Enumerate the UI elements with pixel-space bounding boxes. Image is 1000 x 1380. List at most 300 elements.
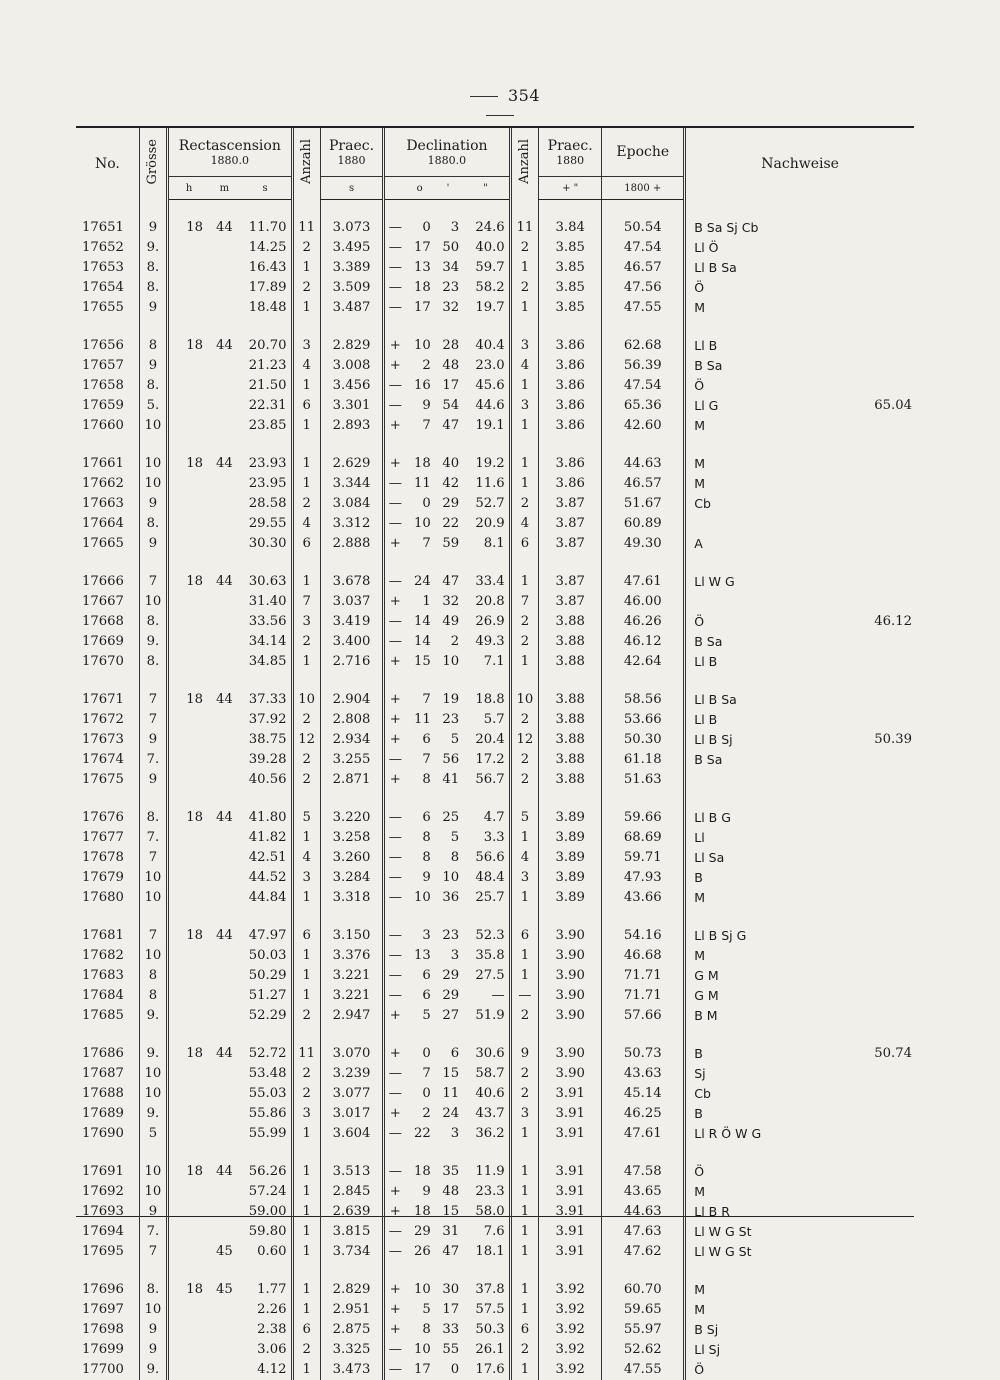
decl-degrees: 5 [405, 1006, 433, 1026]
decl-precession: 3.87 [539, 494, 602, 514]
ra-count: 12 [292, 730, 320, 750]
epoch: 47.61 [602, 1124, 685, 1144]
ra-precession: 3.389 [320, 258, 383, 278]
star-number: 17678 [76, 848, 139, 868]
epoch: 43.65 [602, 1182, 685, 1202]
ra-hours [168, 356, 209, 376]
group-spacer [76, 790, 914, 808]
magnitude: 8. [139, 612, 167, 632]
ra-minutes: 44 [209, 336, 240, 356]
table-row [76, 1280, 914, 1300]
decl-seconds: 49.3 [462, 632, 510, 652]
decl-seconds: 58.2 [462, 278, 510, 298]
table-row [76, 1006, 914, 1026]
magnitude: 9. [139, 238, 167, 258]
ra-hours [168, 1222, 209, 1242]
decl-precession: 3.91 [539, 1124, 602, 1144]
group-spacer [76, 436, 914, 454]
magnitude: 10 [139, 1064, 167, 1084]
decl-seconds: 8.1 [462, 534, 510, 554]
table-row [76, 572, 914, 592]
decl-minutes: 50 [434, 238, 462, 258]
header-ra-h: h [168, 177, 209, 200]
references: Ö [685, 278, 836, 298]
magnitude: 10 [139, 1182, 167, 1202]
decl-precession: 3.85 [539, 258, 602, 278]
references: Cb [685, 1084, 836, 1104]
ra-hours [168, 986, 209, 1006]
extra-epoch [835, 1064, 914, 1084]
star-number: 17684 [76, 986, 139, 1006]
extra-epoch [835, 592, 914, 612]
decl-sign: — [384, 1124, 406, 1144]
decl-minutes: 23 [434, 278, 462, 298]
header-groesse: Grösse [139, 128, 167, 200]
decl-precession: 3.88 [539, 652, 602, 672]
decl-seconds: 33.4 [462, 572, 510, 592]
epoch: 47.56 [602, 278, 685, 298]
decl-precession: 3.88 [539, 690, 602, 710]
table-row [76, 966, 914, 986]
header-praec-unit: s [320, 177, 383, 200]
extra-epoch [835, 946, 914, 966]
table-row [76, 494, 914, 514]
decl-sign: + [384, 336, 406, 356]
magnitude: 9 [139, 730, 167, 750]
ra-count: 7 [292, 592, 320, 612]
decl-degrees: 9 [405, 868, 433, 888]
table-row [76, 1162, 914, 1182]
ra-seconds: 20.70 [240, 336, 292, 356]
decl-minutes: 17 [434, 376, 462, 396]
decl-precession: 3.92 [539, 1360, 602, 1380]
extra-epoch [835, 1242, 914, 1262]
magnitude: 10 [139, 1162, 167, 1182]
epoch: 46.00 [602, 592, 685, 612]
epoch: 42.60 [602, 416, 685, 436]
decl-degrees: 6 [405, 986, 433, 1006]
decl-sign: — [384, 1340, 406, 1360]
ra-count: 5 [292, 808, 320, 828]
decl-count: 1 [510, 572, 538, 592]
ra-precession: 2.951 [320, 1300, 383, 1320]
ra-hours: 18 [168, 1162, 209, 1182]
epoch: 46.12 [602, 632, 685, 652]
decl-degrees: 18 [405, 454, 433, 474]
magnitude: 9. [139, 1104, 167, 1124]
ra-seconds: 42.51 [240, 848, 292, 868]
epoch: 46.57 [602, 258, 685, 278]
table-row [76, 690, 914, 710]
decl-minutes: 29 [434, 494, 462, 514]
magnitude: 10 [139, 946, 167, 966]
decl-seconds: 23.3 [462, 1182, 510, 1202]
ra-count: 1 [292, 1242, 320, 1262]
decl-seconds: 4.7 [462, 808, 510, 828]
table-row [76, 1182, 914, 1202]
decl-degrees: 3 [405, 926, 433, 946]
ra-minutes [209, 1340, 240, 1360]
ra-seconds: 2.38 [240, 1320, 292, 1340]
decl-sign: — [384, 946, 406, 966]
ra-seconds: 1.77 [240, 1280, 292, 1300]
extra-epoch [835, 828, 914, 848]
decl-count: 7 [510, 592, 538, 612]
decl-seconds: 36.2 [462, 1124, 510, 1144]
decl-sign: — [384, 1064, 406, 1084]
star-number: 17675 [76, 770, 139, 790]
ra-minutes [209, 278, 240, 298]
extra-epoch [835, 416, 914, 436]
ra-count: 1 [292, 1222, 320, 1242]
ra-count: 1 [292, 966, 320, 986]
extra-epoch [835, 710, 914, 730]
ra-hours [168, 416, 209, 436]
decl-seconds: 50.3 [462, 1320, 510, 1340]
decl-minutes: 10 [434, 652, 462, 672]
ra-hours [168, 1104, 209, 1124]
ra-seconds: 59.80 [240, 1222, 292, 1242]
ra-precession: 3.017 [320, 1104, 383, 1124]
extra-epoch [835, 454, 914, 474]
ra-minutes [209, 494, 240, 514]
decl-count: 2 [510, 1064, 538, 1084]
decl-sign: — [384, 1222, 406, 1242]
decl-seconds: 11.6 [462, 474, 510, 494]
decl-degrees: 6 [405, 730, 433, 750]
magnitude: 7. [139, 1222, 167, 1242]
references: Ll B [685, 652, 836, 672]
decl-sign: — [384, 572, 406, 592]
decl-degrees: 8 [405, 1320, 433, 1340]
table-row [76, 416, 914, 436]
decl-minutes: 6 [434, 1044, 462, 1064]
extra-epoch [835, 690, 914, 710]
ra-count: 10 [292, 690, 320, 710]
decl-count: 1 [510, 1162, 538, 1182]
decl-seconds: 25.7 [462, 888, 510, 908]
ra-minutes: 44 [209, 1162, 240, 1182]
star-number: 17698 [76, 1320, 139, 1340]
decl-minutes: 56 [434, 750, 462, 770]
decl-degrees: 29 [405, 1222, 433, 1242]
table-row [76, 1300, 914, 1320]
ra-hours [168, 1242, 209, 1262]
ra-hours: 18 [168, 218, 209, 238]
decl-sign: + [384, 710, 406, 730]
ra-minutes [209, 1300, 240, 1320]
decl-degrees: 8 [405, 770, 433, 790]
ra-hours [168, 750, 209, 770]
decl-minutes: 47 [434, 1242, 462, 1262]
decl-seconds: 20.4 [462, 730, 510, 750]
decl-count: 11 [510, 218, 538, 238]
decl-seconds: 43.7 [462, 1104, 510, 1124]
ra-hours [168, 1084, 209, 1104]
ra-seconds: 30.63 [240, 572, 292, 592]
epoch: 43.66 [602, 888, 685, 908]
ra-hours: 18 [168, 336, 209, 356]
decl-degrees: 17 [405, 238, 433, 258]
extra-epoch [835, 336, 914, 356]
ra-hours [168, 298, 209, 318]
epoch: 68.69 [602, 828, 685, 848]
epoch: 49.30 [602, 534, 685, 554]
star-number: 17679 [76, 868, 139, 888]
decl-sign: + [384, 730, 406, 750]
star-number: 17659 [76, 396, 139, 416]
decl-count: 6 [510, 1320, 538, 1340]
ra-seconds: 33.56 [240, 612, 292, 632]
extra-epoch [835, 966, 914, 986]
ra-precession: 3.301 [320, 396, 383, 416]
decl-count: 9 [510, 1044, 538, 1064]
decl-degrees: 2 [405, 356, 433, 376]
references: B Sa Sj Cb [685, 218, 836, 238]
decl-count: 10 [510, 690, 538, 710]
epoch: 59.65 [602, 1300, 685, 1320]
decl-minutes: 24 [434, 1104, 462, 1124]
ra-count: 1 [292, 1182, 320, 1202]
magnitude: 7 [139, 710, 167, 730]
ra-count: 4 [292, 848, 320, 868]
ra-count: 1 [292, 828, 320, 848]
references [685, 592, 836, 612]
ra-precession: 2.947 [320, 1006, 383, 1026]
ra-count: 1 [292, 1300, 320, 1320]
table-row [76, 514, 914, 534]
table-row [76, 1104, 914, 1124]
ra-seconds: 22.31 [240, 396, 292, 416]
ra-seconds: 0.60 [240, 1242, 292, 1262]
decl-precession: 3.88 [539, 632, 602, 652]
table-row [76, 298, 914, 318]
ra-hours [168, 258, 209, 278]
extra-epoch [835, 1300, 914, 1320]
decl-count: 2 [510, 612, 538, 632]
star-number: 17655 [76, 298, 139, 318]
magnitude: 10 [139, 1300, 167, 1320]
ra-precession: 3.487 [320, 298, 383, 318]
ra-count: 1 [292, 1124, 320, 1144]
ra-count: 4 [292, 514, 320, 534]
decl-sign: — [384, 298, 406, 318]
decl-precession: 3.90 [539, 1064, 602, 1084]
ra-minutes [209, 1104, 240, 1124]
decl-seconds: 52.3 [462, 926, 510, 946]
star-number: 17666 [76, 572, 139, 592]
ra-minutes [209, 534, 240, 554]
ra-count: 6 [292, 534, 320, 554]
decl-count: 1 [510, 1202, 538, 1222]
ra-count: 2 [292, 710, 320, 730]
decl-seconds: 48.4 [462, 868, 510, 888]
references: Ll B Sj G [685, 926, 836, 946]
ra-precession: 2.888 [320, 534, 383, 554]
ra-hours [168, 494, 209, 514]
references: Ll W G St [685, 1242, 836, 1262]
star-number: 17697 [76, 1300, 139, 1320]
references: B [685, 1044, 836, 1064]
references: Ll [685, 828, 836, 848]
ra-minutes [209, 258, 240, 278]
epoch: 59.71 [602, 848, 685, 868]
extra-epoch: 65.04 [835, 396, 914, 416]
magnitude: 10 [139, 1084, 167, 1104]
decl-degrees: 0 [405, 1044, 433, 1064]
decl-degrees: 7 [405, 534, 433, 554]
ra-minutes: 45 [209, 1242, 240, 1262]
extra-epoch [835, 572, 914, 592]
star-number: 17672 [76, 710, 139, 730]
epoch: 50.30 [602, 730, 685, 750]
table-row [76, 1320, 914, 1340]
magnitude: 7. [139, 828, 167, 848]
ra-minutes [209, 848, 240, 868]
ra-hours [168, 730, 209, 750]
references: Ö [685, 612, 836, 632]
decl-sign: — [384, 1360, 406, 1380]
ra-hours [168, 1202, 209, 1222]
decl-precession: 3.86 [539, 376, 602, 396]
table-row [76, 1124, 914, 1144]
decl-seconds: 26.9 [462, 612, 510, 632]
references: Ll Sj [685, 1340, 836, 1360]
decl-degrees: 14 [405, 612, 433, 632]
ra-hours [168, 710, 209, 730]
ra-count: 6 [292, 1320, 320, 1340]
decl-precession: 3.90 [539, 1006, 602, 1026]
decl-sign: — [384, 278, 406, 298]
star-number: 17677 [76, 828, 139, 848]
extra-epoch [835, 278, 914, 298]
ra-precession: 3.070 [320, 1044, 383, 1064]
decl-precession: 3.86 [539, 474, 602, 494]
magnitude: 7 [139, 1242, 167, 1262]
decl-degrees: 17 [405, 1360, 433, 1380]
decl-count: 4 [510, 848, 538, 868]
decl-minutes: 17 [434, 1300, 462, 1320]
decl-count: 2 [510, 1006, 538, 1026]
ra-seconds: 31.40 [240, 592, 292, 612]
extra-epoch [835, 770, 914, 790]
decl-sign: — [384, 750, 406, 770]
group-spacer [76, 1262, 914, 1280]
header-ra-m: m [209, 177, 240, 200]
decl-seconds: 23.0 [462, 356, 510, 376]
star-number: 17661 [76, 454, 139, 474]
decl-seconds: 19.2 [462, 454, 510, 474]
references: Ll B Sa [685, 258, 836, 278]
ra-count: 3 [292, 1104, 320, 1124]
group-spacer [76, 1144, 914, 1162]
ra-hours: 18 [168, 572, 209, 592]
epoch: 47.54 [602, 376, 685, 396]
header-decl-sign [384, 177, 406, 200]
references: M [685, 454, 836, 474]
extra-epoch [835, 888, 914, 908]
magnitude: 9 [139, 218, 167, 238]
ra-count: 6 [292, 396, 320, 416]
header-ra-s: s [240, 177, 292, 200]
decl-count: 1 [510, 966, 538, 986]
ra-minutes [209, 514, 240, 534]
decl-minutes: 3 [434, 218, 462, 238]
table-row [76, 1044, 914, 1064]
epoch: 56.39 [602, 356, 685, 376]
ra-hours: 18 [168, 1280, 209, 1300]
decl-degrees: 11 [405, 474, 433, 494]
decl-precession: 3.86 [539, 454, 602, 474]
decl-minutes: 29 [434, 986, 462, 1006]
decl-degrees: 6 [405, 808, 433, 828]
star-number: 17680 [76, 888, 139, 908]
decl-seconds: 11.9 [462, 1162, 510, 1182]
ra-precession: 3.239 [320, 1064, 383, 1084]
epoch: 47.63 [602, 1222, 685, 1242]
ra-seconds: 55.86 [240, 1104, 292, 1124]
ra-count: 1 [292, 474, 320, 494]
decl-degrees: 26 [405, 1242, 433, 1262]
decl-minutes: 15 [434, 1064, 462, 1084]
decl-minutes: 23 [434, 710, 462, 730]
epoch: 46.68 [602, 946, 685, 966]
decl-count: 1 [510, 376, 538, 396]
ra-precession: 2.934 [320, 730, 383, 750]
ra-count: 1 [292, 1360, 320, 1380]
epoch: 44.63 [602, 454, 685, 474]
decl-count: 2 [510, 770, 538, 790]
ra-count: 1 [292, 1280, 320, 1300]
ra-hours [168, 238, 209, 258]
references: Sj [685, 1064, 836, 1084]
decl-seconds: 18.8 [462, 690, 510, 710]
decl-sign: + [384, 416, 406, 436]
decl-count: 2 [510, 1340, 538, 1360]
epoch: 53.66 [602, 710, 685, 730]
references: Ll R Ö W G [685, 1124, 836, 1144]
table-row [76, 612, 914, 632]
table-row [76, 828, 914, 848]
decl-sign: — [384, 238, 406, 258]
magnitude: 8. [139, 258, 167, 278]
references: A [685, 534, 836, 554]
decl-count: 1 [510, 454, 538, 474]
ra-hours [168, 1182, 209, 1202]
decl-sign: — [384, 494, 406, 514]
ra-precession: 3.734 [320, 1242, 383, 1262]
decl-seconds: 40.6 [462, 1084, 510, 1104]
ra-hours: 18 [168, 926, 209, 946]
header-epoche: Epoche [602, 128, 685, 177]
ra-seconds: 52.29 [240, 1006, 292, 1026]
ra-hours [168, 1064, 209, 1084]
ra-hours [168, 888, 209, 908]
decl-minutes: 3 [434, 946, 462, 966]
header-anzahl-2: Anzahl [510, 128, 538, 200]
decl-degrees: 24 [405, 572, 433, 592]
magnitude: 8 [139, 986, 167, 1006]
epoch: 44.63 [602, 1202, 685, 1222]
decl-degrees: 22 [405, 1124, 433, 1144]
references: Ll B G [685, 808, 836, 828]
table-row [76, 258, 914, 278]
decl-minutes: 0 [434, 1360, 462, 1380]
decl-degrees: 11 [405, 710, 433, 730]
references: G M [685, 986, 836, 1006]
decl-count: 1 [510, 828, 538, 848]
ra-seconds: 14.25 [240, 238, 292, 258]
